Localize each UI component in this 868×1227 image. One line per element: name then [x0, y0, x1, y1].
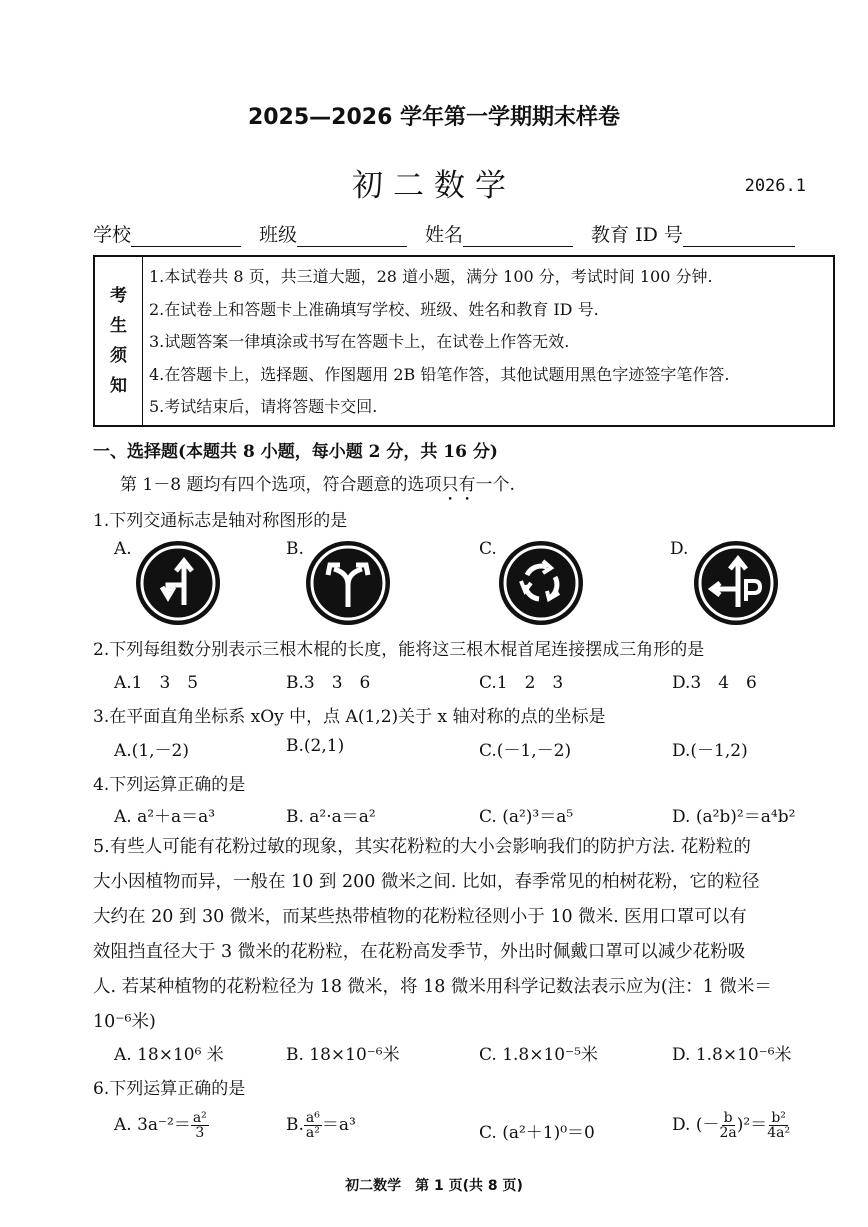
q6-option-a[interactable]: A. 3a⁻²＝ $\frac{\text{a²}}{3}$	[114, 1110, 207, 1141]
q5-option-d[interactable]: D. 1.8×10⁻⁶米	[672, 1045, 792, 1065]
q1-stem: 1.下列交通标志是轴对称图形的是	[93, 511, 348, 531]
split-left-right-icon	[306, 541, 390, 625]
school-blank[interactable]	[131, 224, 241, 247]
q3-option-c[interactable]: C.(－1,－2)	[479, 741, 572, 761]
q3-option-b[interactable]: B.(2,1)	[286, 736, 345, 756]
q5-option-a[interactable]: A. 18×10⁶ 米	[114, 1045, 224, 1065]
roundabout-icon	[499, 541, 583, 625]
q5-line: 大小因植物而异，一般在 10 到 200 微米之间. 比如，春季常见的柏树花粉，它的粒径	[93, 872, 760, 892]
name-field[interactable]: 姓名	[425, 220, 573, 247]
turn-left-straight-icon	[136, 541, 220, 625]
fraction: $\frac{\text{b²}}{\text{4a²}}$	[767, 1110, 791, 1141]
section1-intro: 第 1－8 题均有四个选项，符合题意的选项只有一个.	[120, 475, 515, 495]
left-turn-parking-icon	[694, 541, 778, 625]
q2-option-a[interactable]: A.1 3 5	[114, 673, 199, 693]
q5-paragraph	[93, 830, 815, 1040]
q4-option-b[interactable]: B. a²·a＝a²	[286, 807, 376, 827]
notice-item: 4.在答题卡上，选择题、作图题用 2B 铅笔作答，其他试题用黑色字迹签字笔作答.	[149, 364, 730, 384]
q1-option-d-label[interactable]: D.	[670, 539, 689, 559]
subject-title: 初二数学	[352, 168, 516, 204]
edu-id-blank[interactable]	[683, 224, 795, 247]
q2-option-d[interactable]: D.3 4 6	[672, 673, 757, 693]
q4-option-c[interactable]: C. (a²)³＝a⁵	[479, 807, 574, 827]
school-field[interactable]: 学校	[93, 220, 241, 247]
notice-item: 1.本试卷共 8 页，共三道大题，28 道小题，满分 100 分，考试时间 100 分钟.	[149, 267, 713, 286]
notice-items	[143, 257, 833, 425]
q3-stem: 3.在平面直角坐标系 xOy 中，点 A(1,2)关于 x 轴对称的点的坐标是	[93, 707, 606, 727]
q2-option-c[interactable]: C.1 2 3	[479, 673, 564, 693]
fraction: $\frac{b}{2a}$	[719, 1110, 737, 1141]
q6-option-b[interactable]: B. $\frac{\text{a⁶}}{\text{a²}}$ ＝a³	[286, 1110, 356, 1141]
q5-line: 10⁻⁶米)	[93, 1012, 156, 1032]
student-info-row	[93, 220, 833, 247]
q6-option-c[interactable]: C. (a²＋1)⁰＝0	[479, 1123, 595, 1143]
class-blank[interactable]	[297, 224, 407, 247]
exam-notice-box	[93, 255, 835, 427]
q1-sign-a[interactable]	[136, 541, 220, 625]
q5-line: 效阻挡直径大于 3 微米的花粉粒，在花粉高发季节，外出时佩戴口罩可以减少花粉吸	[93, 942, 746, 962]
q1-sign-d[interactable]	[694, 541, 778, 625]
q5-line: 大约在 20 到 30 微米，而某些热带植物的花粉粒径则小于 10 微米. 医用口罩可以有	[93, 907, 747, 927]
name-blank[interactable]	[463, 224, 573, 247]
page-footer: 初二数学 第 1 页(共 8 页)	[345, 1178, 523, 1194]
q6-stem: 6.下列运算正确的是	[93, 1079, 246, 1099]
q3-option-a[interactable]: A.(1,－2)	[114, 741, 189, 761]
q5-line: 5.有些人可能有花粉过敏的现象，其实花粉粒的大小会影响我们的防护方法. 花粉粒的	[93, 837, 751, 857]
q1-sign-b[interactable]	[306, 541, 390, 625]
q1-option-b-label[interactable]: B.	[286, 539, 304, 559]
fraction: $\frac{\text{a⁶}}{\text{a²}}$	[305, 1110, 320, 1141]
q4-option-d[interactable]: D. (a²b)²＝a⁴b²	[672, 807, 796, 827]
q2-stem: 2.下列每组数分别表示三根木棍的长度，能将这三根木棍首尾连接摆成三角形的是	[93, 640, 705, 660]
q4-option-a[interactable]: A. a²＋a＝a³	[114, 807, 216, 827]
q1-sign-c[interactable]	[499, 541, 583, 625]
notice-item: 3.试题答案一律填涂或书写在答题卡上，在试卷上作答无效.	[149, 332, 570, 351]
q5-line: 人. 若某种植物的花粉粒径为 18 微米，将 18 微米用科学记数法表示应为(注：1 微米＝	[93, 977, 772, 997]
q5-option-b[interactable]: B. 18×10⁻⁶米	[286, 1045, 400, 1065]
q6-option-d[interactable]: D. (－ $\frac{b}{2a}$ )²＝ $\frac{\text{b²}}{\text{4a²}}$	[672, 1110, 791, 1141]
notice-side-label: 考 生 须 知	[95, 257, 143, 425]
exam-date: 2026.1	[744, 176, 806, 196]
section1-heading: 一、选择题(本题共 8 小题，每小题 2 分，共 16 分)	[93, 442, 498, 462]
q2-option-b[interactable]: B.3 3 6	[286, 673, 371, 693]
class-field[interactable]: 班级	[259, 220, 407, 247]
edu-id-field[interactable]: 教育 ID 号	[591, 220, 795, 247]
q4-stem: 4.下列运算正确的是	[93, 775, 246, 795]
exam-title: 2025—2026 学年第一学期期末样卷	[247, 105, 621, 130]
notice-item: 2.在试卷上和答题卡上准确填写学校、班级、姓名和教育 ID 号.	[149, 299, 599, 319]
notice-item: 5.考试结束后，请将答题卡交回.	[149, 397, 378, 416]
q5-option-c[interactable]: C. 1.8×10⁻⁵米	[479, 1045, 598, 1065]
q3-option-d[interactable]: D.(－1,2)	[672, 741, 748, 761]
q1-option-c-label[interactable]: C.	[479, 539, 497, 559]
q1-option-a-label[interactable]: A.	[114, 539, 132, 559]
fraction: $\frac{\text{a²}}{3}$	[192, 1110, 207, 1141]
